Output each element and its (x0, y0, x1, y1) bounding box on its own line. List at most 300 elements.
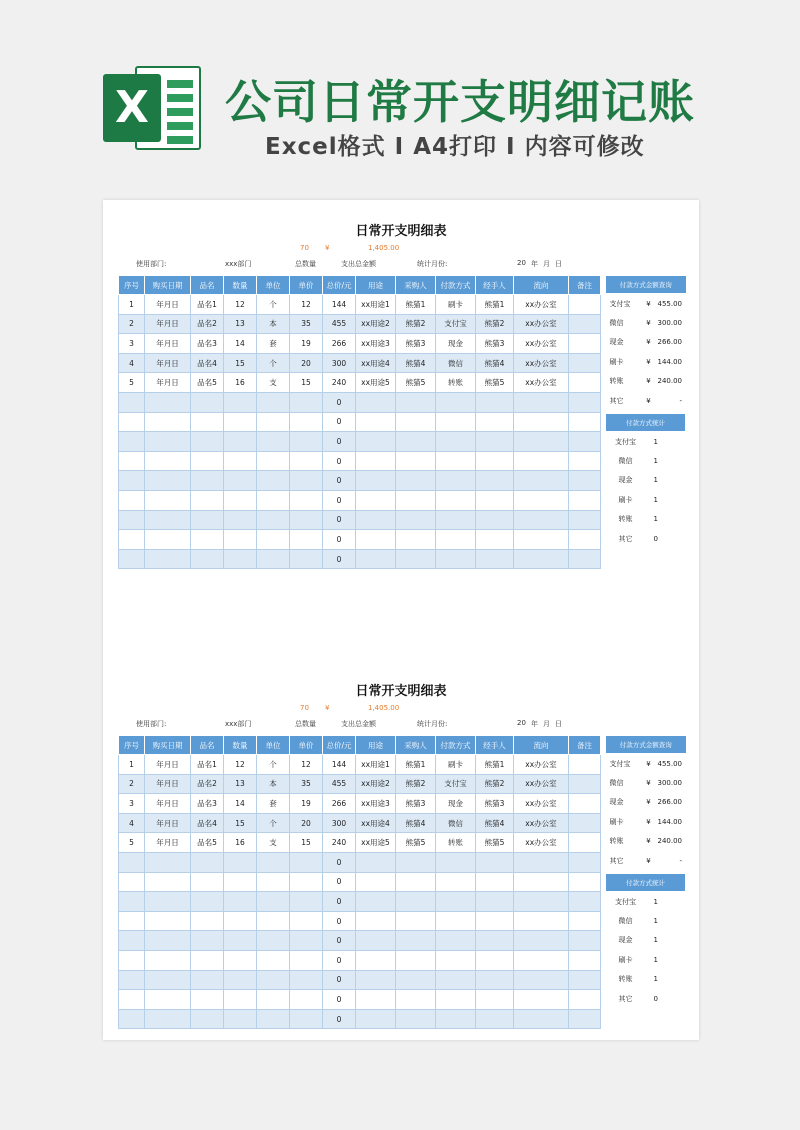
table-cell[interactable]: 个 (257, 353, 290, 373)
table-cell[interactable] (224, 471, 257, 491)
table-cell[interactable] (356, 451, 396, 471)
table-cell[interactable] (224, 931, 257, 951)
table-cell[interactable]: 35 (290, 314, 323, 334)
table-cell[interactable] (396, 950, 436, 970)
table-cell[interactable] (191, 852, 224, 872)
table-cell[interactable] (514, 432, 569, 452)
table-cell[interactable]: 1 (119, 295, 145, 315)
table-cell[interactable] (145, 412, 191, 432)
table-cell[interactable]: 15 (224, 353, 257, 373)
table-cell[interactable] (145, 471, 191, 491)
table-cell[interactable] (257, 872, 290, 892)
table-cell[interactable]: 本 (257, 774, 290, 794)
table-cell[interactable] (476, 1009, 514, 1029)
table-cell[interactable] (396, 451, 436, 471)
table-cell[interactable] (514, 510, 569, 530)
table-cell[interactable]: 个 (257, 755, 290, 775)
table-cell[interactable] (514, 471, 569, 491)
table-cell[interactable]: 4 (119, 353, 145, 373)
table-cell[interactable] (119, 911, 145, 931)
table-cell[interactable]: 0 (323, 432, 356, 452)
table-cell[interactable] (476, 490, 514, 510)
table-cell[interactable] (514, 530, 569, 550)
table-cell[interactable] (396, 549, 436, 569)
table-cell[interactable] (119, 872, 145, 892)
table-cell[interactable] (436, 510, 476, 530)
table-cell[interactable] (514, 892, 569, 912)
table-cell[interactable] (119, 490, 145, 510)
table-cell[interactable] (514, 412, 569, 432)
table-cell[interactable]: 熊猫4 (396, 353, 436, 373)
table-cell[interactable] (356, 892, 396, 912)
table-cell[interactable] (569, 931, 601, 951)
table-cell[interactable] (396, 931, 436, 951)
table-cell[interactable] (191, 549, 224, 569)
table-cell[interactable] (224, 970, 257, 990)
table-cell[interactable] (257, 990, 290, 1010)
table-cell[interactable]: xx用途3 (356, 794, 396, 814)
table-cell[interactable]: 熊猫5 (396, 373, 436, 393)
table-cell[interactable] (436, 1009, 476, 1029)
table-cell[interactable] (356, 490, 396, 510)
table-cell[interactable]: 年月日 (145, 334, 191, 354)
table-cell[interactable] (145, 530, 191, 550)
table-cell[interactable] (356, 872, 396, 892)
table-cell[interactable] (396, 412, 436, 432)
table-cell[interactable]: xx用途5 (356, 373, 396, 393)
table-cell[interactable] (145, 970, 191, 990)
table-cell[interactable] (476, 432, 514, 452)
table-cell[interactable] (145, 892, 191, 912)
table-cell[interactable] (191, 412, 224, 432)
table-cell[interactable] (119, 950, 145, 970)
table-cell[interactable] (191, 1009, 224, 1029)
table-cell[interactable] (436, 471, 476, 491)
table-cell[interactable] (145, 852, 191, 872)
table-cell[interactable]: xx用途2 (356, 774, 396, 794)
table-cell[interactable]: xx办公室 (514, 833, 569, 853)
table-cell[interactable]: 品名5 (191, 833, 224, 853)
table-cell[interactable] (476, 872, 514, 892)
table-cell[interactable] (569, 490, 601, 510)
table-cell[interactable]: 熊猫1 (396, 755, 436, 775)
table-cell[interactable] (569, 990, 601, 1010)
table-cell[interactable]: 266 (323, 794, 356, 814)
table-cell[interactable] (356, 471, 396, 491)
table-cell[interactable] (436, 990, 476, 1010)
table-cell[interactable]: xx办公室 (514, 295, 569, 315)
table-cell[interactable]: 套 (257, 334, 290, 354)
table-cell[interactable]: 0 (323, 872, 356, 892)
table-cell[interactable] (356, 549, 396, 569)
table-cell[interactable] (569, 1009, 601, 1029)
table-cell[interactable] (191, 510, 224, 530)
table-cell[interactable] (119, 432, 145, 452)
table-cell[interactable]: xx用途2 (356, 314, 396, 334)
table-cell[interactable] (119, 931, 145, 951)
table-cell[interactable] (145, 510, 191, 530)
table-cell[interactable]: 现金 (436, 334, 476, 354)
table-cell[interactable]: 熊猫1 (476, 755, 514, 775)
table-cell[interactable]: 0 (323, 990, 356, 1010)
table-cell[interactable]: xx办公室 (514, 334, 569, 354)
table-cell[interactable]: 熊猫2 (476, 774, 514, 794)
table-cell[interactable]: xx办公室 (514, 755, 569, 775)
table-cell[interactable] (145, 990, 191, 1010)
table-cell[interactable]: 熊猫3 (396, 334, 436, 354)
table-cell[interactable]: 熊猫1 (476, 295, 514, 315)
table-cell[interactable]: xx用途1 (356, 295, 396, 315)
table-cell[interactable]: 年月日 (145, 295, 191, 315)
table-cell[interactable] (191, 530, 224, 550)
table-cell[interactable] (476, 392, 514, 412)
table-cell[interactable] (145, 950, 191, 970)
table-cell[interactable] (191, 392, 224, 412)
table-cell[interactable] (257, 950, 290, 970)
table-cell[interactable] (476, 530, 514, 550)
table-cell[interactable] (224, 990, 257, 1010)
table-cell[interactable]: xx办公室 (514, 353, 569, 373)
table-cell[interactable]: 转账 (436, 373, 476, 393)
table-cell[interactable] (514, 911, 569, 931)
table-cell[interactable] (476, 931, 514, 951)
table-cell[interactable]: 240 (323, 373, 356, 393)
table-cell[interactable] (224, 892, 257, 912)
table-cell[interactable] (396, 490, 436, 510)
table-cell[interactable] (569, 970, 601, 990)
table-cell[interactable] (257, 970, 290, 990)
table-cell[interactable]: 熊猫3 (396, 794, 436, 814)
table-cell[interactable] (119, 530, 145, 550)
table-cell[interactable]: 20 (290, 813, 323, 833)
table-cell[interactable] (356, 530, 396, 550)
table-cell[interactable] (569, 833, 601, 853)
table-cell[interactable] (191, 892, 224, 912)
table-cell[interactable] (476, 950, 514, 970)
table-cell[interactable]: 0 (323, 412, 356, 432)
table-cell[interactable]: 品名4 (191, 353, 224, 373)
table-cell[interactable]: 0 (323, 471, 356, 491)
table-cell[interactable] (257, 392, 290, 412)
table-cell[interactable] (436, 892, 476, 912)
table-cell[interactable]: xx用途5 (356, 833, 396, 853)
table-cell[interactable]: 13 (224, 774, 257, 794)
table-cell[interactable] (514, 1009, 569, 1029)
table-cell[interactable] (569, 911, 601, 931)
table-cell[interactable] (119, 1009, 145, 1029)
table-cell[interactable] (396, 990, 436, 1010)
table-cell[interactable]: 35 (290, 774, 323, 794)
table-cell[interactable] (356, 970, 396, 990)
table-cell[interactable] (191, 872, 224, 892)
table-cell[interactable] (224, 549, 257, 569)
table-cell[interactable]: 支付宝 (436, 774, 476, 794)
table-cell[interactable] (119, 392, 145, 412)
table-cell[interactable]: 0 (323, 510, 356, 530)
table-cell[interactable] (569, 755, 601, 775)
table-cell[interactable] (191, 432, 224, 452)
table-cell[interactable] (569, 432, 601, 452)
table-cell[interactable] (224, 451, 257, 471)
table-cell[interactable]: 15 (224, 813, 257, 833)
table-cell[interactable]: 品名3 (191, 794, 224, 814)
table-cell[interactable] (224, 872, 257, 892)
table-cell[interactable] (257, 549, 290, 569)
table-cell[interactable]: 455 (323, 774, 356, 794)
table-cell[interactable] (396, 911, 436, 931)
table-cell[interactable] (356, 852, 396, 872)
table-cell[interactable]: 熊猫4 (476, 353, 514, 373)
table-cell[interactable] (569, 334, 601, 354)
table-cell[interactable] (145, 931, 191, 951)
table-cell[interactable] (476, 990, 514, 1010)
table-cell[interactable] (191, 911, 224, 931)
table-cell[interactable] (356, 432, 396, 452)
table-cell[interactable]: 12 (224, 295, 257, 315)
table-cell[interactable]: 16 (224, 833, 257, 853)
table-cell[interactable]: 14 (224, 334, 257, 354)
table-cell[interactable] (290, 892, 323, 912)
table-cell[interactable]: 熊猫1 (396, 295, 436, 315)
table-cell[interactable]: 微信 (436, 353, 476, 373)
table-cell[interactable] (569, 852, 601, 872)
table-cell[interactable]: 刷卡 (436, 755, 476, 775)
table-cell[interactable]: 5 (119, 833, 145, 853)
table-cell[interactable] (476, 510, 514, 530)
table-cell[interactable]: 5 (119, 373, 145, 393)
table-cell[interactable] (514, 872, 569, 892)
table-cell[interactable] (224, 911, 257, 931)
table-cell[interactable] (145, 451, 191, 471)
table-cell[interactable]: 熊猫5 (476, 373, 514, 393)
table-cell[interactable]: 266 (323, 334, 356, 354)
table-cell[interactable] (224, 852, 257, 872)
table-cell[interactable] (145, 872, 191, 892)
table-cell[interactable]: 品名1 (191, 295, 224, 315)
table-cell[interactable]: 19 (290, 794, 323, 814)
table-cell[interactable] (569, 794, 601, 814)
table-cell[interactable]: 2 (119, 314, 145, 334)
table-cell[interactable] (257, 1009, 290, 1029)
table-cell[interactable] (257, 432, 290, 452)
table-cell[interactable] (569, 353, 601, 373)
table-cell[interactable]: 12 (290, 755, 323, 775)
table-cell[interactable] (396, 530, 436, 550)
table-cell[interactable] (290, 432, 323, 452)
table-cell[interactable] (191, 950, 224, 970)
table-cell[interactable]: 品名5 (191, 373, 224, 393)
table-cell[interactable]: 年月日 (145, 813, 191, 833)
table-cell[interactable]: 刷卡 (436, 295, 476, 315)
table-cell[interactable] (290, 451, 323, 471)
table-cell[interactable] (514, 852, 569, 872)
table-cell[interactable]: 熊猫4 (396, 813, 436, 833)
table-cell[interactable]: 0 (323, 911, 356, 931)
table-cell[interactable] (290, 549, 323, 569)
table-cell[interactable] (145, 432, 191, 452)
table-cell[interactable] (119, 990, 145, 1010)
table-cell[interactable] (476, 970, 514, 990)
table-cell[interactable] (396, 392, 436, 412)
table-cell[interactable] (569, 510, 601, 530)
table-cell[interactable] (356, 392, 396, 412)
table-cell[interactable] (356, 950, 396, 970)
table-cell[interactable]: 0 (323, 970, 356, 990)
table-cell[interactable]: 4 (119, 813, 145, 833)
table-cell[interactable]: 熊猫3 (476, 334, 514, 354)
table-cell[interactable] (290, 872, 323, 892)
table-cell[interactable] (569, 530, 601, 550)
table-cell[interactable]: 本 (257, 314, 290, 334)
table-cell[interactable] (224, 1009, 257, 1029)
table-cell[interactable] (396, 1009, 436, 1029)
table-cell[interactable] (569, 813, 601, 833)
table-cell[interactable] (396, 892, 436, 912)
table-cell[interactable]: 微信 (436, 813, 476, 833)
table-cell[interactable] (436, 412, 476, 432)
table-cell[interactable]: 0 (323, 892, 356, 912)
table-cell[interactable] (569, 549, 601, 569)
table-cell[interactable] (224, 392, 257, 412)
table-cell[interactable] (514, 392, 569, 412)
table-cell[interactable] (145, 549, 191, 569)
table-cell[interactable] (257, 490, 290, 510)
table-cell[interactable] (514, 549, 569, 569)
table-cell[interactable]: 年月日 (145, 314, 191, 334)
table-cell[interactable] (436, 950, 476, 970)
table-cell[interactable] (290, 510, 323, 530)
table-cell[interactable]: 240 (323, 833, 356, 853)
table-cell[interactable] (514, 990, 569, 1010)
table-cell[interactable]: 支 (257, 373, 290, 393)
table-cell[interactable] (191, 451, 224, 471)
table-cell[interactable]: xx用途3 (356, 334, 396, 354)
table-cell[interactable]: 熊猫5 (396, 833, 436, 853)
table-cell[interactable] (224, 530, 257, 550)
table-cell[interactable] (436, 530, 476, 550)
table-cell[interactable] (257, 931, 290, 951)
table-cell[interactable] (436, 911, 476, 931)
table-cell[interactable] (145, 490, 191, 510)
table-cell[interactable] (569, 774, 601, 794)
table-cell[interactable]: 品名2 (191, 314, 224, 334)
table-cell[interactable] (569, 872, 601, 892)
table-cell[interactable]: 熊猫5 (476, 833, 514, 853)
table-cell[interactable] (224, 432, 257, 452)
table-cell[interactable] (436, 549, 476, 569)
table-cell[interactable]: xx用途4 (356, 353, 396, 373)
table-cell[interactable] (290, 931, 323, 951)
table-cell[interactable]: 年月日 (145, 373, 191, 393)
table-cell[interactable] (119, 510, 145, 530)
table-cell[interactable]: xx办公室 (514, 314, 569, 334)
table-cell[interactable]: 0 (323, 1009, 356, 1029)
table-cell[interactable]: 0 (323, 490, 356, 510)
table-cell[interactable]: 熊猫2 (396, 314, 436, 334)
table-cell[interactable]: 12 (290, 295, 323, 315)
table-cell[interactable] (356, 1009, 396, 1029)
table-cell[interactable]: 16 (224, 373, 257, 393)
table-cell[interactable] (514, 970, 569, 990)
table-cell[interactable]: 年月日 (145, 794, 191, 814)
table-cell[interactable]: 15 (290, 833, 323, 853)
table-cell[interactable] (119, 549, 145, 569)
table-cell[interactable] (290, 471, 323, 491)
table-cell[interactable] (224, 412, 257, 432)
table-cell[interactable] (224, 950, 257, 970)
table-cell[interactable]: xx用途4 (356, 813, 396, 833)
table-cell[interactable] (396, 432, 436, 452)
table-cell[interactable]: 年月日 (145, 755, 191, 775)
table-cell[interactable] (514, 490, 569, 510)
table-cell[interactable]: 0 (323, 950, 356, 970)
table-cell[interactable] (290, 530, 323, 550)
table-cell[interactable] (257, 892, 290, 912)
table-cell[interactable] (290, 852, 323, 872)
table-cell[interactable] (119, 412, 145, 432)
table-cell[interactable] (569, 314, 601, 334)
table-cell[interactable] (191, 970, 224, 990)
table-cell[interactable] (290, 490, 323, 510)
table-cell[interactable]: xx办公室 (514, 373, 569, 393)
table-cell[interactable] (569, 373, 601, 393)
table-cell[interactable] (436, 392, 476, 412)
table-cell[interactable] (290, 950, 323, 970)
table-cell[interactable] (514, 451, 569, 471)
table-cell[interactable]: 300 (323, 353, 356, 373)
table-cell[interactable] (396, 510, 436, 530)
table-cell[interactable] (356, 510, 396, 530)
table-cell[interactable] (191, 931, 224, 951)
table-cell[interactable] (476, 412, 514, 432)
table-cell[interactable] (257, 911, 290, 931)
table-cell[interactable]: 2 (119, 774, 145, 794)
table-cell[interactable] (191, 490, 224, 510)
table-cell[interactable]: 熊猫2 (476, 314, 514, 334)
table-cell[interactable] (476, 852, 514, 872)
table-cell[interactable] (290, 911, 323, 931)
table-cell[interactable] (290, 970, 323, 990)
table-cell[interactable]: 3 (119, 794, 145, 814)
table-cell[interactable] (436, 490, 476, 510)
table-cell[interactable]: 品名2 (191, 774, 224, 794)
table-cell[interactable]: 144 (323, 295, 356, 315)
table-cell[interactable]: 支付宝 (436, 314, 476, 334)
table-cell[interactable] (436, 872, 476, 892)
table-cell[interactable]: 现金 (436, 794, 476, 814)
table-cell[interactable]: 144 (323, 755, 356, 775)
table-cell[interactable]: 熊猫2 (396, 774, 436, 794)
table-cell[interactable] (569, 892, 601, 912)
table-cell[interactable]: 品名1 (191, 755, 224, 775)
table-cell[interactable] (356, 911, 396, 931)
table-cell[interactable] (436, 970, 476, 990)
table-cell[interactable] (224, 510, 257, 530)
table-cell[interactable] (396, 852, 436, 872)
table-cell[interactable] (145, 911, 191, 931)
table-cell[interactable]: 品名4 (191, 813, 224, 833)
table-cell[interactable]: xx办公室 (514, 774, 569, 794)
table-cell[interactable] (224, 490, 257, 510)
table-cell[interactable]: xx用途1 (356, 755, 396, 775)
table-cell[interactable] (290, 412, 323, 432)
table-cell[interactable] (191, 990, 224, 1010)
table-cell[interactable]: 转账 (436, 833, 476, 853)
table-cell[interactable]: 455 (323, 314, 356, 334)
table-cell[interactable] (569, 412, 601, 432)
table-cell[interactable]: 套 (257, 794, 290, 814)
table-cell[interactable] (145, 1009, 191, 1029)
